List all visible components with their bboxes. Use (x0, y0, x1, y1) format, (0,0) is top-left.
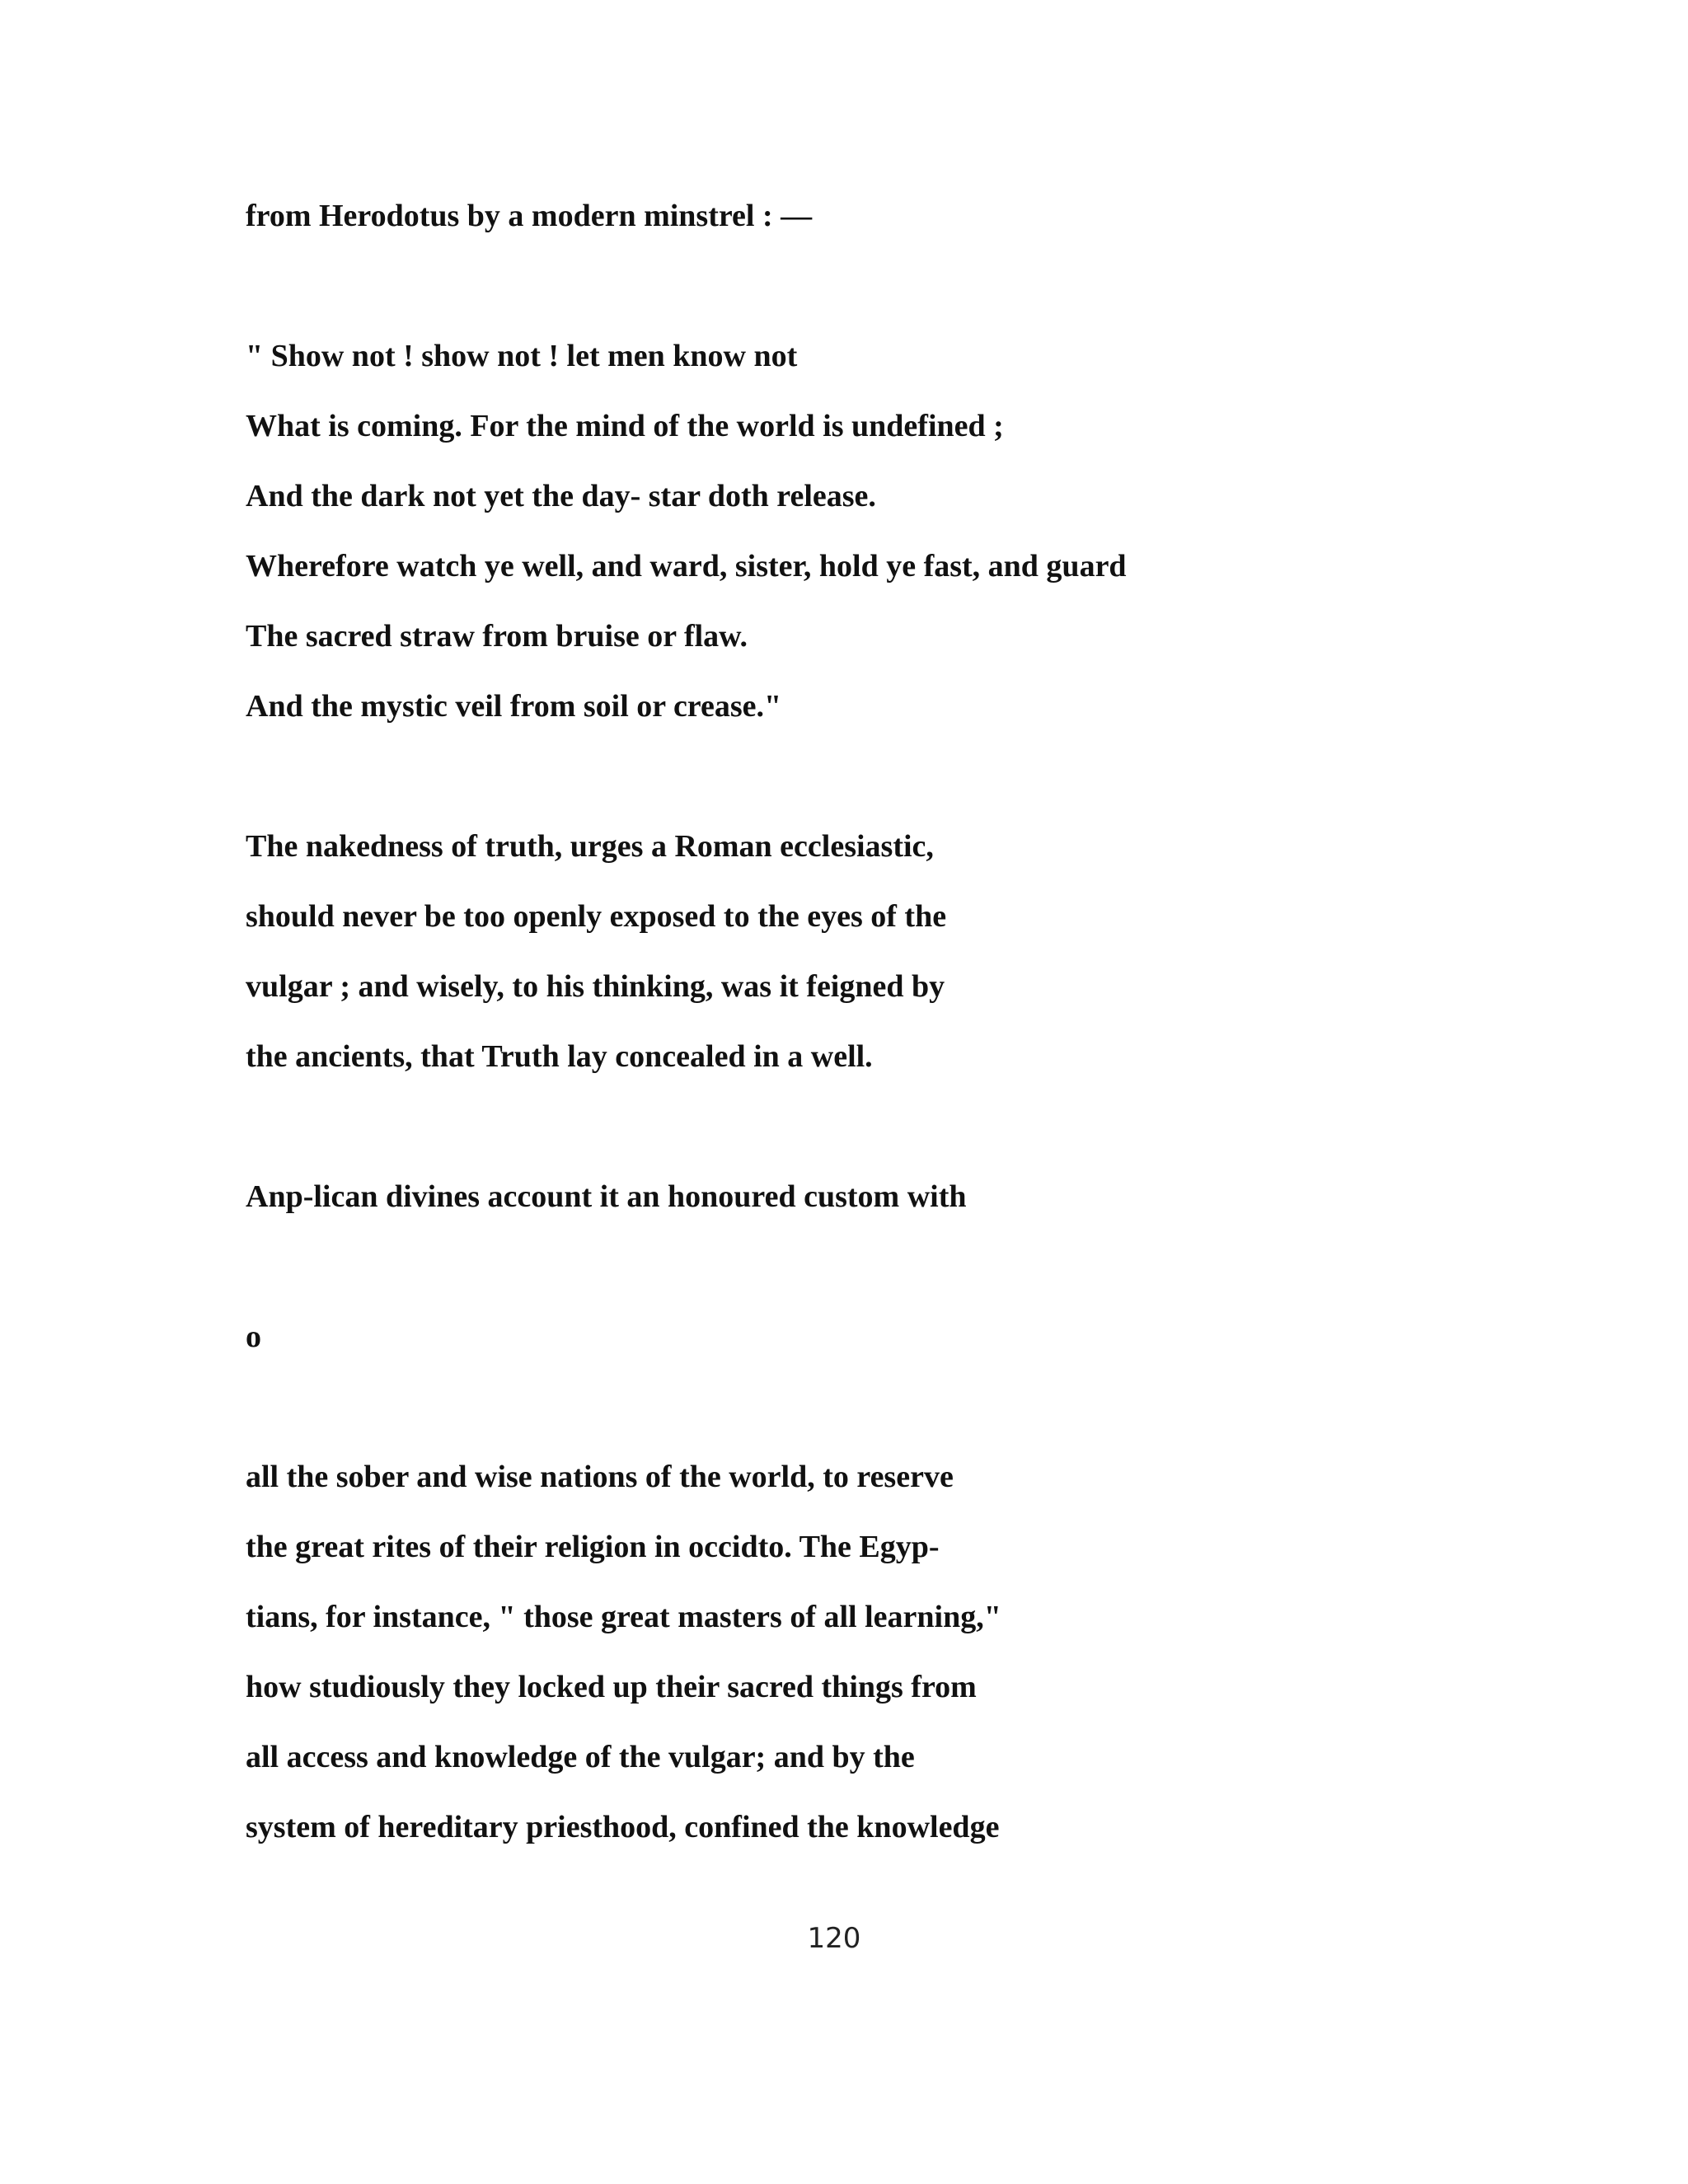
page-number: 120 (807, 1922, 861, 1955)
text-line: o (246, 1319, 261, 1354)
text-line: And the mystic veil from soil or crease." (246, 689, 782, 724)
text-line: What is coming. For the mind of the world is undefined ; (246, 409, 1004, 443)
text-line: " Show not ! show not ! let men know not (246, 339, 798, 373)
text-line: how studiously they locked up their sacred things from (246, 1670, 977, 1704)
text-line: tians, for instance, " those great masters of all learning," (246, 1600, 1001, 1634)
text-line: the great rites of their religion in occidto. The Egyp- (246, 1530, 940, 1564)
text-line: Anp-lican divines account it an honoured custom with (246, 1179, 967, 1214)
text-line: Wherefore watch ye well, and ward, sister, hold ye fast, and guard (246, 549, 1127, 583)
text-line: And the dark not yet the day- star doth release. (246, 479, 876, 513)
text-line: The sacred straw from bruise or flaw. (246, 619, 748, 654)
text-line: system of hereditary priesthood, confined the knowledge (246, 1810, 1000, 1844)
text-line: all the sober and wise nations of the world, to reserve (246, 1460, 954, 1494)
text-line: should never be too openly exposed to the eyes of the (246, 899, 947, 934)
text-line: all access and knowledge of the vulgar; and by the (246, 1740, 915, 1774)
text-line: the ancients, that Truth lay concealed in a well. (246, 1039, 873, 1074)
text-line: vulgar ; and wisely, to his thinking, was it feigned by (246, 969, 945, 1004)
text-line: from Herodotus by a modern minstrel : — (246, 199, 813, 233)
text-line: The nakedness of truth, urges a Roman ecclesiastic, (246, 829, 934, 864)
